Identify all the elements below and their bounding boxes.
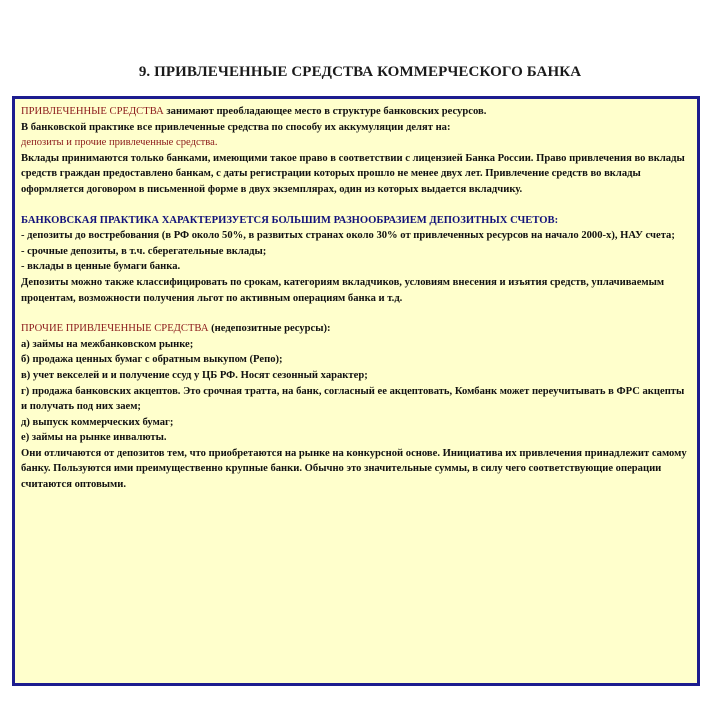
section1-line2: В банковской практике все привлеченные средства по способу их аккумуляции делят на: xyxy=(21,121,451,133)
section2-item-3: - вклады в ценные бумаги банка. xyxy=(21,261,181,273)
content-panel xyxy=(12,96,700,686)
section2-heading: БАНКОВСКАЯ ПРАКТИКА ХАРАКТЕРИЗУЕТСЯ БОЛЬШИМ РАЗНООБРАЗИЕМ ДЕПОЗИТНЫХ СЧЕТОВ: xyxy=(21,214,559,226)
section3-heading xyxy=(21,321,691,337)
section3-item: а) займы на межбанковском рынке; xyxy=(21,338,194,350)
section2-item-2: - срочные депозиты, в т.ч. сберегательные вклады; xyxy=(21,245,267,257)
section1-paragraph: Вклады принимаются только банками, имеющими такое право в соответствии с лицензией Банка России. Право привлечения во вклады средств граждан предоставлено банкам, с даты регистрации которых прошло не менее двух лет. Привлечение средств во вклады оформляется договором в письменной форме в двух экземплярах, один из которых выдается вкладчику. xyxy=(21,152,685,195)
section3-heading-rest: (недепозитные ресурсы): xyxy=(208,323,331,335)
section3-item: д) выпуск коммерческих бумаг; xyxy=(21,416,174,428)
section3-paragraph: Они отличаются от депозитов тем, что приобретаются на рынке на конкурсной основе. Инициатива их привлечения принадлежит самому банку. Пользуются ими преимущественно крупные банки. Обычно это значительные суммы, в силу чего соответствующие операции считаются оптовыми. xyxy=(21,447,687,491)
spacer xyxy=(21,198,691,213)
spacer xyxy=(21,306,691,321)
section3-heading-red: ПРОЧИЕ ПРИВЛЕЧЕННЫЕ СРЕДСТВА xyxy=(21,323,209,335)
section3-item: в) учет векселей и и получение ссуд у ЦБ РФ. Носят сезонный характер; xyxy=(21,369,368,381)
section3-item: е) займы на рынке инвалюты. xyxy=(21,432,167,444)
section1-lead-rest: занимают преобладающее место в структуре банковских ресурсов. xyxy=(163,106,487,117)
section2-paragraph: Депозиты можно также классифицировать по срокам, категориям вкладчиков, условиям внесения и изъятия средств, уплачиваемым процентам, возможности получения льгот по активным операциям банка и т.д. xyxy=(21,276,665,304)
section3-item: г) продажа банковских акцептов. Это срочная тратта, на банк, согласный ее акцептовать, Комбанк может переучитывать в ФРС акцепты и получать под них заем; xyxy=(21,385,685,413)
section1-line3: депозиты и прочие привлеченные средства. xyxy=(21,137,218,149)
page-title: 9. ПРИВЛЕЧЕННЫЕ СРЕДСТВА КОММЕРЧЕСКОГО БАНКА xyxy=(138,64,582,80)
section1-lead-red: ПРИВЛЕЧЕННЫЕ СРЕДСТВА xyxy=(21,106,164,117)
section1-intro xyxy=(21,104,691,120)
section2-item-1: - депозиты до востребования (в РФ около 50%, в развитых странах около 30% от привлеченных ресурсов на начало 2000-х), НАУ счета; xyxy=(21,230,675,242)
section3-item: б) продажа ценных бумаг с обратным выкупом (Репо); xyxy=(21,354,283,366)
